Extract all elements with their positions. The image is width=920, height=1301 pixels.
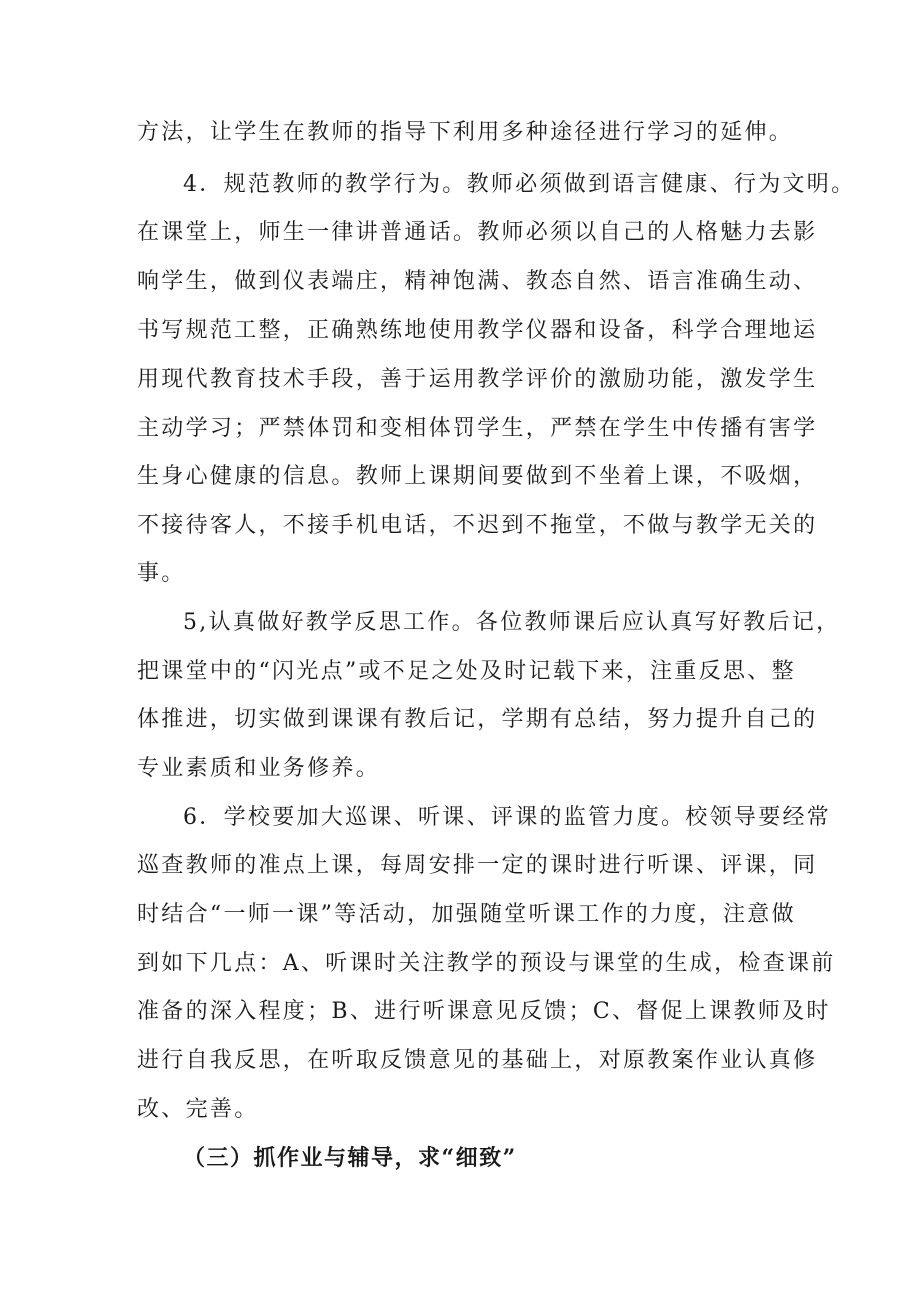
text-line: 书写规范工整，正确熟练地使用教学仪器和设备，科学合理地运: [137, 318, 818, 343]
text-line: 不接待客人，不接手机电话，不迟到不拖堂，不做与教学无关的: [137, 513, 818, 538]
text-line: 把课堂中的“闪光点”或不足之处及时记载下来，注重反思、整: [137, 659, 796, 684]
text-line: 4．规范教师的教学行为。教师必须做到语言健康、行为文明。: [183, 172, 856, 197]
text-line: 方法，让学生在教师的指导下利用多种途径进行学习的延伸。: [137, 120, 794, 145]
text-line: 生身心健康的信息。教师上课期间要做到不坐着上课，不吸烟，: [137, 464, 818, 489]
section-heading: （三）抓作业与辅导，求“细致”: [183, 1145, 517, 1171]
text-line: 在课堂上，师生一律讲普通话。教师必须以自己的人格魅力去影: [137, 220, 818, 245]
text-line: 时结合“一师一课”等活动，加强随堂听课工作的力度，注意做: [137, 902, 796, 927]
text-line: 6．学校要加大巡课、听课、评课的监管力度。校领导要经常: [183, 805, 832, 830]
text-line: 专业素质和业务修养。: [137, 756, 381, 781]
text-line: 用现代教育技术手段，善于运用教学评价的激励功能，激发学生: [137, 367, 818, 392]
text-line: 响学生，做到仪表端庄，精神饱满、教态自然、语言准确生动、: [137, 269, 818, 294]
text-line: 改、完善。: [137, 1097, 259, 1122]
text-line: 到如下几点：A、听课时关注教学的预设与课堂的生成，检查课前: [137, 951, 836, 976]
text-line: 主动学习；严禁体罚和变相体罚学生，严禁在学生中传播有害学: [137, 416, 818, 441]
text-line: 准备的深入程度；B、进行听课意见反馈；C、督促上课教师及时: [137, 999, 831, 1024]
text-line: 巡查教师的准点上课，每周安排一定的课时进行听课、评课，同: [137, 853, 818, 878]
text-line: 5,认真做好教学反思工作。各位教师课后应认真写好教后记，: [183, 610, 841, 635]
text-line: 进行自我反思，在听取反馈意见的基础上，对原教案作业认真修: [137, 1048, 818, 1073]
text-line: 事。: [137, 561, 186, 586]
text-line: 体推进，切实做到课课有教后记，学期有总结，努力提升自己的: [137, 707, 818, 732]
